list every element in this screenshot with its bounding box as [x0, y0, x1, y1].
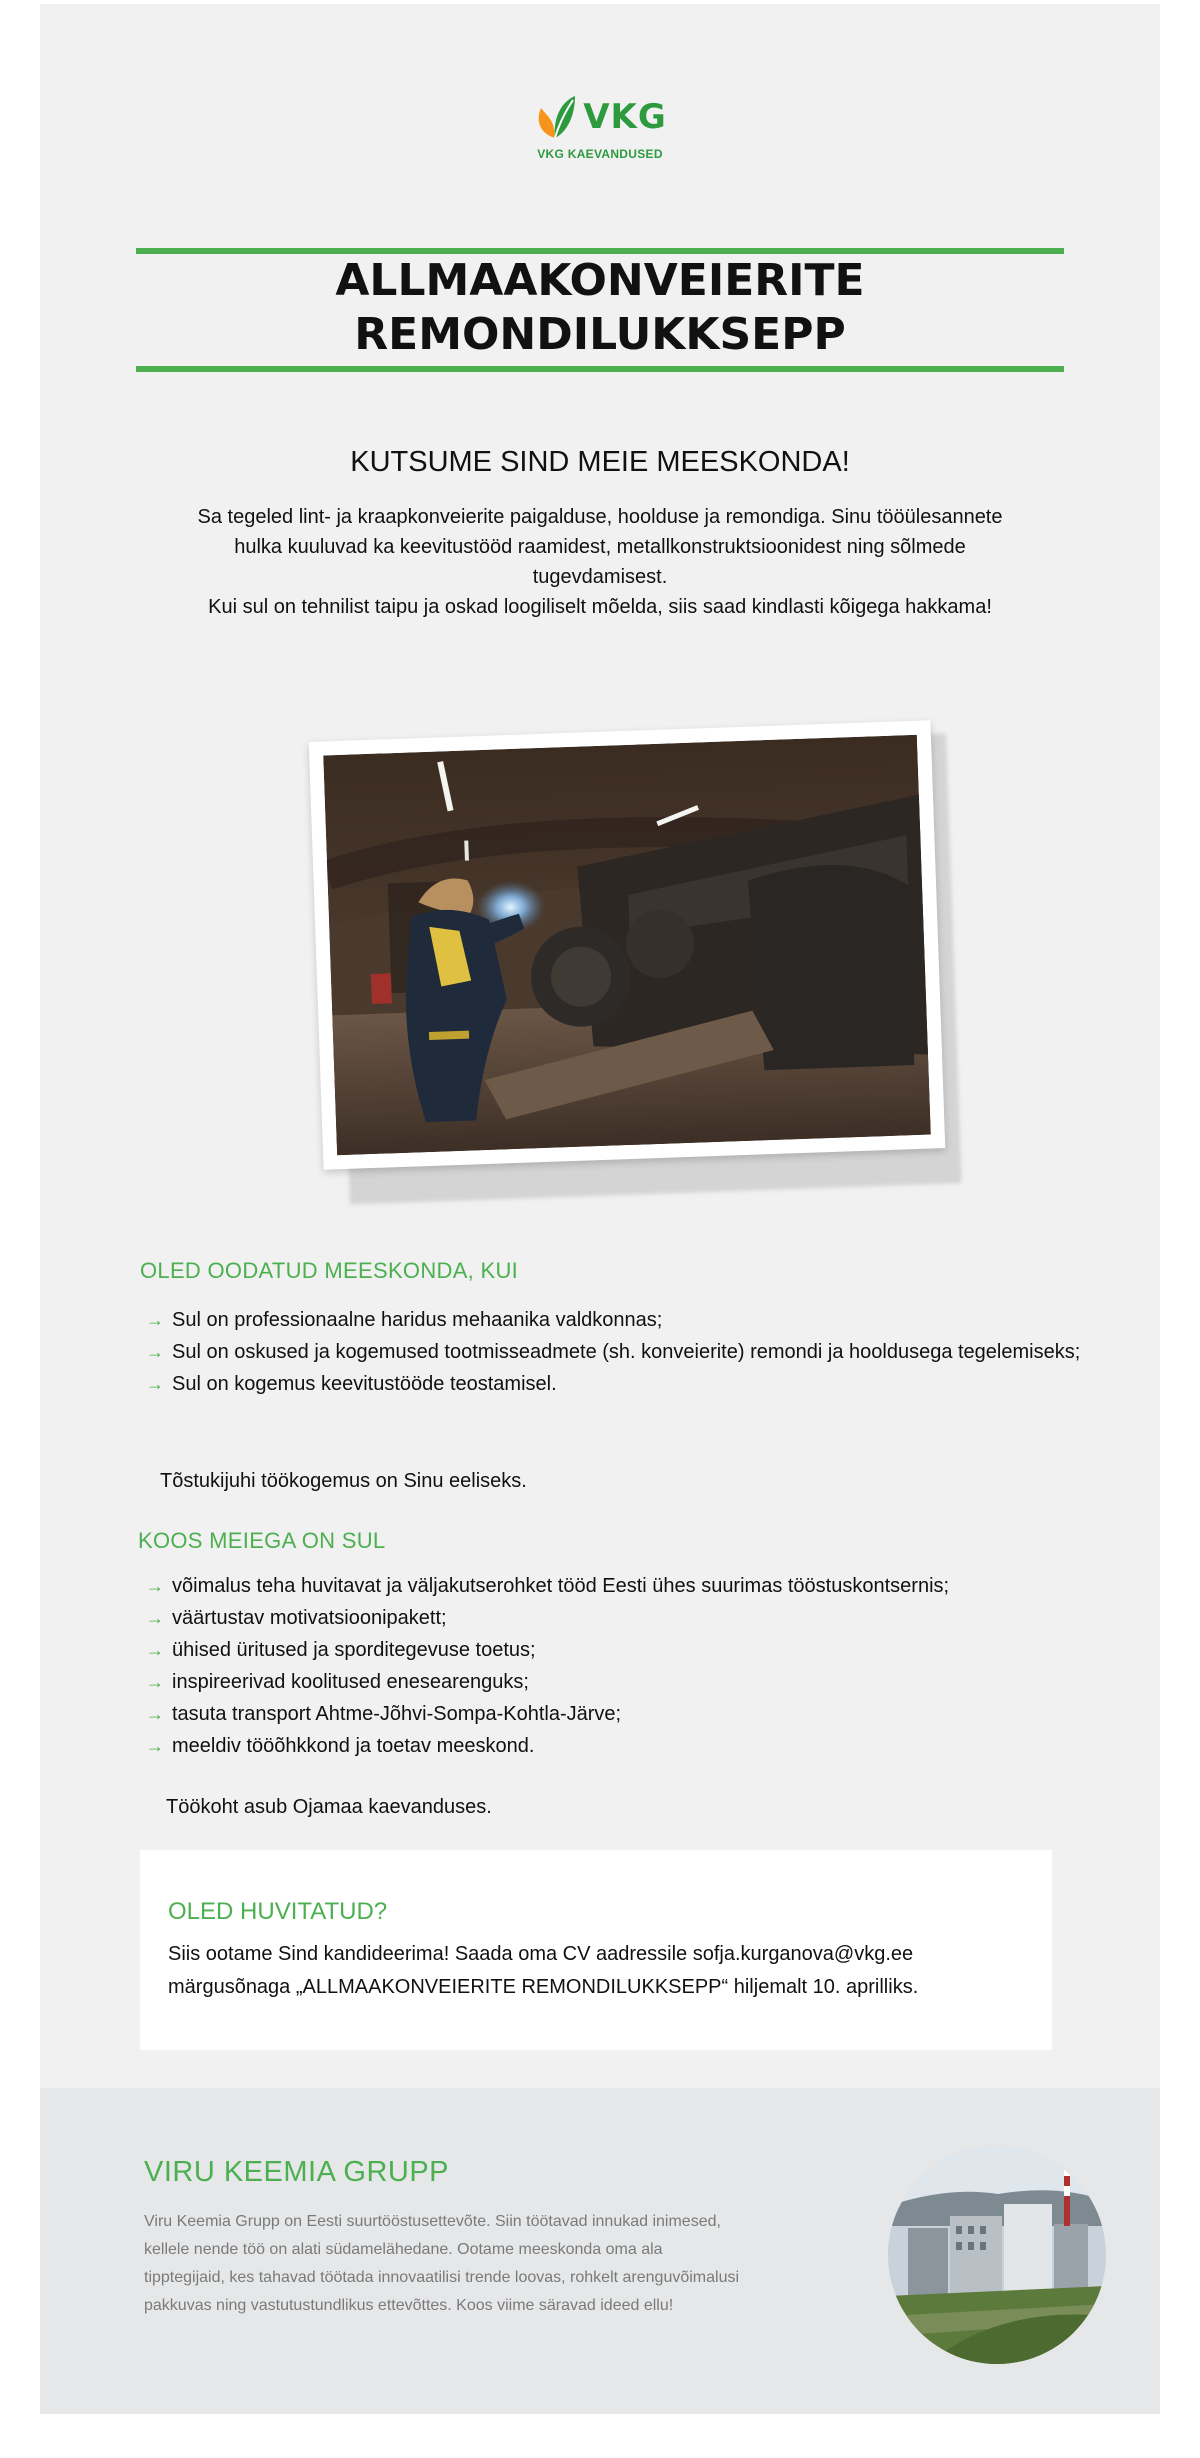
page: [40, 4, 1160, 2414]
intro-paragraph-2: Kui sul on tehnilist taipu ja oskad loogiliselt mõelda, siis saad kindlasti kõigega hakkama!: [208, 596, 992, 618]
list-item: → Sul on professionaalne haridus mehaanika valdkonnas;: [146, 1304, 1086, 1336]
mine-photo: [323, 735, 931, 1155]
list-item: → võimalus teha huvitavat ja väljakutserohket tööd Eesti ühes suurimas tööstuskontsernis;: [146, 1570, 1086, 1602]
logo-subtitle: VKG KAEVANDUSED: [537, 147, 663, 161]
intro-heading: KUTSUME SIND MEIE MEESKONDA!: [350, 446, 850, 478]
list-item: → meeldiv tööõhkkond ja toetav meeskond.: [146, 1730, 1086, 1762]
cta-box: [140, 1850, 1052, 2050]
leaf-icon: [533, 94, 577, 140]
plant-photo: [888, 2146, 1106, 2364]
logo: [40, 94, 1160, 161]
mine-photo-frame: [309, 720, 946, 1169]
list-item: → ühised üritused ja sporditegevuse toetus;: [146, 1634, 1086, 1666]
plant-photo-image: [888, 2146, 1106, 2364]
arrow-right-icon: →: [146, 1374, 164, 1394]
arrow-right-icon: →: [146, 1310, 164, 1330]
requirements-note: Tõstukijuhi töökogemus on Sinu eeliseks.: [160, 1470, 527, 1492]
arrow-right-icon: →: [146, 1342, 164, 1362]
arrow-right-icon: →: [146, 1640, 164, 1660]
list-item: → tasuta transport Ahtme-Jõhvi-Sompa-Kohtla-Järve;: [146, 1698, 1086, 1730]
intro-paragraph-1: Sa tegeled lint- ja kraapkonveierite paigalduse, hoolduse ja remondiga. Sinu tööülesannete hulka kuuluvad ka keevitustööd raamidest, metallkonstruktsioonidest ning sõlmede tugevdamisest.: [197, 506, 1003, 588]
footer: [40, 2088, 1160, 2414]
footer-heading: VIRU KEEMIA GRUPP: [144, 2156, 450, 2188]
arrow-right-icon: →: [146, 1736, 164, 1756]
arrow-right-icon: →: [146, 1704, 164, 1724]
page-title-line2: REMONDILUKKSEPP: [354, 309, 846, 360]
title-rule-bottom: [136, 366, 1064, 372]
logo-text: VKG: [583, 97, 667, 137]
logo-mark: [533, 94, 667, 140]
list-item: → Sul on oskused ja kogemused tootmisseadmete (sh. konveierite) remondi ja hooldusega tegelemiseks;: [146, 1336, 1086, 1368]
requirements-heading: OLED OODATUD MEESKONDA, KUI: [140, 1258, 519, 1283]
arrow-right-icon: →: [146, 1608, 164, 1628]
page-title-line1: ALLMAAKONVEIERITE: [335, 255, 865, 306]
list-item: → Sul on kogemus keevitustööde teostamisel.: [146, 1368, 1086, 1400]
cta-text: Siis ootame Sind kandideerima! Saada oma CV aadressile sofja.kurganova@vkg.ee märgusõnaga „ALLMAAKONVEIERITE REMONDILUKKSEPP“ hiljemalt 10. aprilliks.: [168, 1943, 919, 1998]
arrow-right-icon: →: [146, 1672, 164, 1692]
benefits-heading: KOOS MEIEGA ON SUL: [138, 1528, 386, 1553]
intro-text: [180, 502, 1020, 622]
list-item: → väärtustav motivatsioonipakett;: [146, 1602, 1086, 1634]
list-item: → inspireerivad koolitused enesearenguks;: [146, 1666, 1086, 1698]
benefits-note: Töökoht asub Ojamaa kaevanduses.: [166, 1796, 492, 1818]
requirements-list: [146, 1304, 1086, 1400]
footer-text: Viru Keemia Grupp on Eesti suurtööstusettevõte. Siin töötavad innukad inimesed, kellele nende töö on alati südamelähedane. Ootame meeskonda oma ala tipptegijaid, kes tahavad töötada innovaatilisi trende loovas, rohkelt arenguvõimalusi pakkuvas ning vastutustundlikus ettevõttes. Koos viime säravad ideed ellu!: [144, 2213, 740, 2314]
cta-heading: OLED HUVITATUD?: [168, 1898, 388, 1925]
page-title: [136, 254, 1064, 362]
benefits-list: [146, 1570, 1086, 1762]
arrow-right-icon: →: [146, 1576, 164, 1596]
